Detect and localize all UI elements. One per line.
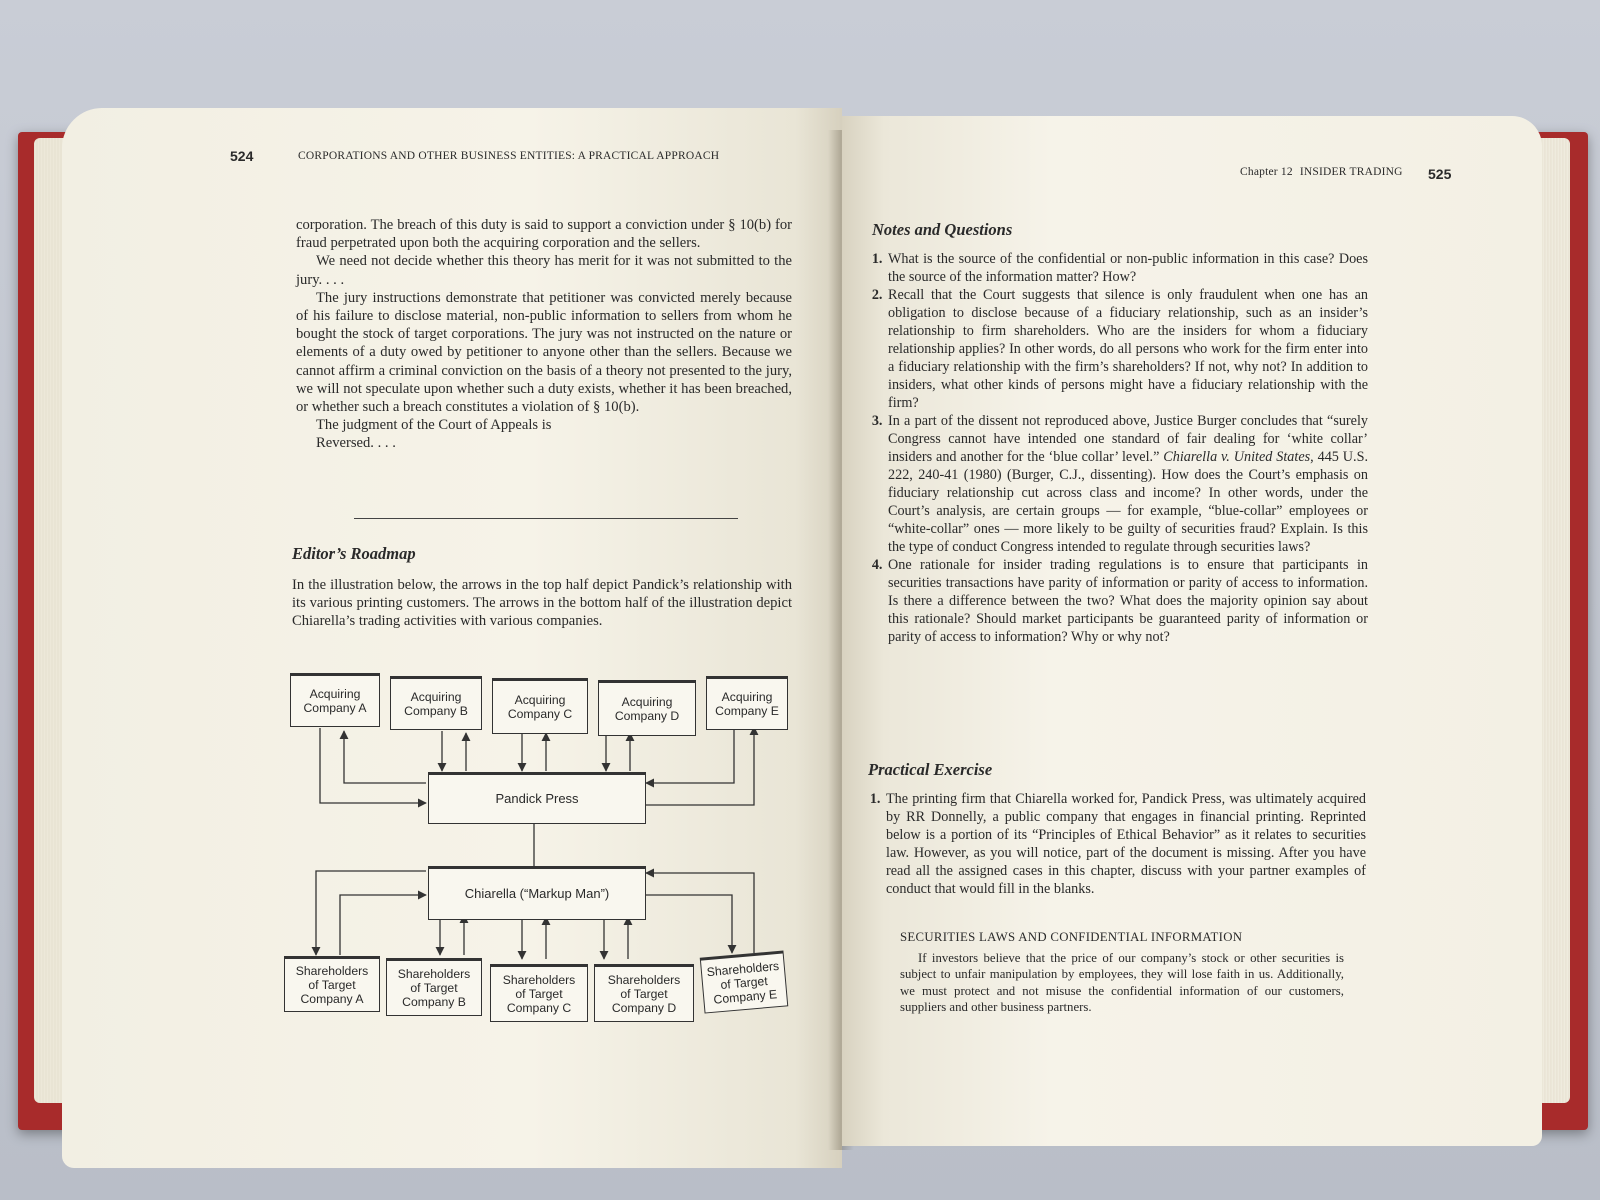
left-page-number: 524 bbox=[230, 148, 254, 164]
box-line: Pandick Press bbox=[495, 791, 579, 806]
left-running-head: CORPORATIONS AND OTHER BUSINESS ENTITIES: A PRACTICAL APPROACH bbox=[298, 150, 720, 162]
running-head-chapter: Chapter 12 bbox=[1240, 166, 1293, 178]
box-line: Company B bbox=[404, 704, 468, 718]
shareholders-target-a-box bbox=[284, 956, 380, 1012]
chiarella-box bbox=[428, 866, 646, 920]
shareholders-target-d-box bbox=[594, 964, 694, 1022]
exercise-text bbox=[868, 790, 1366, 898]
box-line: Shareholders bbox=[706, 958, 780, 980]
shareholders-target-b-box bbox=[386, 958, 482, 1016]
notes-heading: Notes and Questions bbox=[872, 220, 1013, 239]
box-line: Company D bbox=[614, 709, 680, 723]
box-line: Company C bbox=[507, 707, 573, 721]
box-line: Company A bbox=[300, 992, 364, 1006]
case-citation: Chiarella v. United States bbox=[1163, 449, 1311, 465]
acquiring-company-e-box bbox=[706, 676, 788, 730]
box-line: Company C bbox=[506, 1001, 572, 1015]
box-line: of Target bbox=[719, 973, 769, 993]
paragraph-1: corporation. The breach of this duty is said to support a conviction under § 10(b) for fraud perpetrated upon both the acquiring corporation and the sellers. bbox=[296, 217, 792, 252]
box-line: Company E bbox=[712, 987, 778, 1007]
left-body-text bbox=[296, 216, 792, 453]
acquiring-company-a-box bbox=[290, 673, 380, 727]
arrow-pandick-to-e bbox=[646, 727, 754, 805]
pandick-press-box bbox=[428, 772, 646, 824]
box-line: Shareholders bbox=[295, 964, 369, 978]
question-4: 4. One rationale for insider trading regulations is to ensure that participants in securities transactions have parity of information or parity of access to information. Is there a difference between the two? What does the majority opinion say about this rationale? Should market participants be guaranteed parity of information or parity of access to information? Why or why not? bbox=[886, 556, 1368, 646]
roadmap-paragraph: In the illustration below, the arrows in the top half depict Pandick’s relationship with its various printing customers. The arrows in the bottom half of the illustration depict Chiarella’s trading activities with various companies. bbox=[292, 577, 792, 630]
section-divider bbox=[354, 518, 738, 519]
box-line: Acquiring bbox=[309, 687, 361, 701]
running-head-title: INSIDER TRADING bbox=[1299, 166, 1403, 178]
box-line: Company A bbox=[303, 701, 367, 715]
box-line: Shareholders bbox=[607, 973, 681, 987]
question-3-text: In a part of the dissent not reproduced above, Justice Burger concludes that “surely Congress cannot have intended one standard of fair dealing for ‘white collar’ insiders and another for the ‘blue collar’ level.” bbox=[888, 413, 1368, 465]
arrow-chiarella-to-se bbox=[646, 895, 732, 953]
roadmap-text bbox=[292, 576, 792, 631]
question-3-rest: , 445 U.S. 222, 240-41 (1980) (Burger, C.J., dissenting). How does the Court’s emphasis on fiduciary relationship cut across class and income? In other words, under the Court’s analysis, are certain groups — for example, “blue-collar” employees or “white-collar” ones — more likely to be guilty of securities fraud? Explain. Is this the type of conduct Congress intended to regulate through securities laws? bbox=[888, 449, 1369, 555]
right-page-number: 525 bbox=[1428, 166, 1452, 182]
paragraph-2: We need not decide whether this theory has merit for it was not submitted to the jury. . . . bbox=[296, 253, 792, 288]
arrow-chiarella-to-sa bbox=[316, 871, 426, 955]
box-line: Acquiring bbox=[721, 690, 773, 704]
box-line: Company E bbox=[715, 704, 779, 718]
securities-heading: SECURITIES LAWS AND CONFIDENTIAL INFORMATION bbox=[900, 930, 1243, 944]
shareholders-target-c-box bbox=[490, 964, 588, 1022]
roadmap-heading: Editor’s Roadmap bbox=[292, 544, 416, 563]
paragraph-3: The jury instructions demonstrate that petitioner was convicted merely because of his failure to disclose material, non-public information to sellers from whom he bought the stock of target corporations. The jury was not instructed on the nature or elements of a duty owed by petitioner to anyone other than the sellers. Because we cannot affirm a criminal conviction on the basis of a theory not presented to the jury, we will not speculate upon whether such a duty exists, whether it has been breached, or whether such a breach constitutes a violation of § 10(b). bbox=[296, 289, 792, 416]
questions-list bbox=[870, 250, 1368, 646]
notes-questions bbox=[870, 250, 1368, 646]
arrow-sa-to-chiarella bbox=[340, 895, 426, 955]
box-line: Company D bbox=[611, 1001, 677, 1015]
paragraph-5: Reversed. . . . bbox=[316, 435, 396, 452]
box-line: Acquiring bbox=[514, 693, 566, 707]
box-line: Shareholders bbox=[397, 967, 471, 981]
box-line: of Target bbox=[515, 987, 563, 1001]
left-page bbox=[62, 108, 842, 1168]
box-line: Acquiring bbox=[621, 695, 673, 709]
paragraph-4: The judgment of the Court of Appeals is bbox=[316, 417, 552, 434]
exercise-heading: Practical Exercise bbox=[868, 760, 993, 779]
box-line: of Target bbox=[308, 978, 356, 992]
acquiring-company-d-box bbox=[598, 680, 696, 736]
box-line: Acquiring bbox=[410, 690, 462, 704]
box-line: Chiarella (“Markup Man”) bbox=[464, 886, 610, 901]
question-2: 2. Recall that the Court suggests that silence is only fraudulent when one has an obligation to disclose because of a fiduciary relationship, such as an insider’s relationship to firm shareholders. Who are the insiders for whom a fiduciary relationship applies? In other words, do all persons who work for the firm enter into a fiduciary relationship with the firm’s shareholders? If not, why not? In addition to insiders, what other kinds of persons might have a fiduciary relationship with the firm? bbox=[886, 286, 1368, 412]
exercise-item-1: 1. The printing firm that Chiarella worked for, Pandick Press, was ultimately acquired by RR Donnelly, a public company that engages in financial printing. Reprinted below is a portion of its “Principles of Ethical Behavior” as it relates to securities law. However, as you will notice, part of the document is missing. After you have read all the assigned cases in this chapter, discuss with your partner examples of conduct that would fill in the blanks. bbox=[884, 790, 1366, 898]
arrow-e-to-pandick bbox=[646, 729, 734, 783]
arrow-se-to-chiarella bbox=[646, 873, 754, 955]
exercise-list bbox=[868, 790, 1366, 898]
question-1: 1. What is the source of the confidential or non-public information in this case? Does the source of the information matter? How? bbox=[886, 250, 1368, 286]
box-line: of Target bbox=[410, 981, 458, 995]
question-3 bbox=[886, 412, 1368, 556]
right-running-head bbox=[1240, 166, 1403, 178]
securities-text: If investors believe that the price of our company’s stock or other securities is subject to unfair manipulation by employees, they will lose faith in us. Additionally, we must protect and not misuse the confidential information of our customers, suppliers and other business partners. bbox=[900, 951, 1344, 1015]
arrow-pandick-to-a bbox=[344, 731, 426, 783]
box-line: Company B bbox=[402, 995, 466, 1009]
right-page bbox=[842, 116, 1542, 1146]
acquiring-company-c-box bbox=[492, 678, 588, 734]
box-line: of Target bbox=[620, 987, 668, 1001]
acquiring-company-b-box bbox=[390, 676, 482, 730]
arrow-a-to-pandick bbox=[320, 728, 426, 803]
shareholders-target-e-box bbox=[700, 950, 789, 1013]
box-line: Shareholders bbox=[502, 973, 576, 987]
